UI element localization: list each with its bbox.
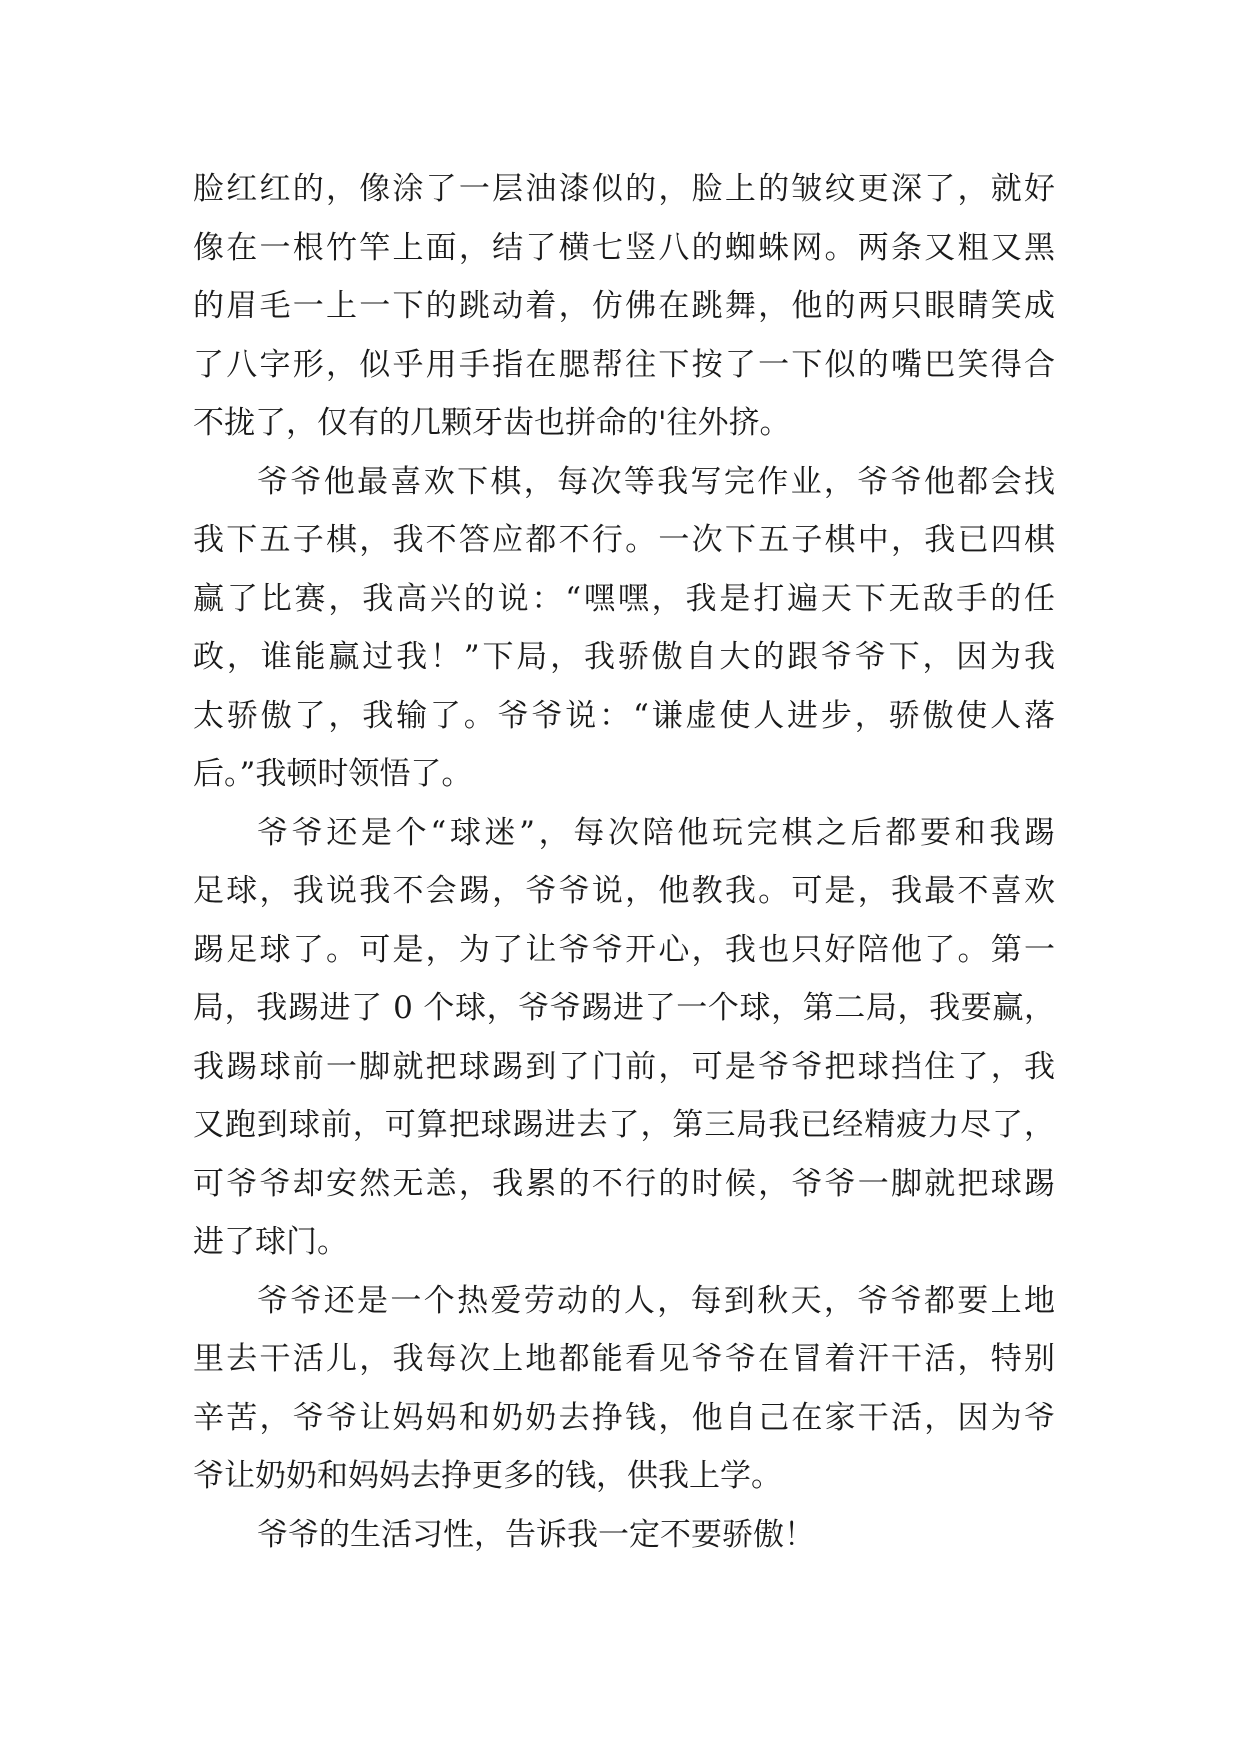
- text-line: 赢了比赛，我高兴的说：“嘿嘿，我是打遍天下无敌手的任: [193, 580, 1055, 617]
- text-line: 政，谁能赢过我！”下局，我骄傲自大的跟爷爷下，因为我: [193, 639, 1055, 675]
- text-line: 像在一根竹竿上面，结了横七竖八的蜘蛛网。两条又粗又黑: [193, 229, 1055, 266]
- text-line: 进了球门。: [193, 1224, 348, 1260]
- text-line: 后。”我顿时领悟了。: [193, 756, 473, 792]
- text-line: 不拢了，仅有的几颗牙齿也拼命的'往外挤。: [193, 405, 791, 441]
- text-line: 辛苦，爷爷让妈妈和奶奶去挣钱，他自己在家干活，因为爷: [193, 1399, 1055, 1436]
- text-line: 又跑到球前，可算把球踢进去了，第三局我已经精疲力尽了，: [193, 1107, 1055, 1143]
- document-body: [193, 160, 1055, 1564]
- text-line: 爷爷的生活习性，告诉我一定不要骄傲！: [257, 1516, 815, 1553]
- text-line: 足球，我说我不会踢，爷爷说，他教我。可是，我最不喜欢: [193, 873, 1055, 909]
- text-line: 我踢球前一脚就把球踢到了门前，可是爷爷把球挡住了，我: [193, 1048, 1055, 1085]
- text-line: 踢足球了。可是，为了让爷爷开心，我也只好陪他了。第一: [193, 931, 1055, 968]
- text-line: 里去干活儿，我每次上地都能看见爷爷在冒着汗干活，特别: [193, 1341, 1055, 1377]
- text-line: 脸红红的，像涂了一层油漆似的，脸上的皱纹更深了，就好: [193, 171, 1055, 207]
- text-line: 的眉毛一上一下的跳动着，仿佛在跳舞，他的两只眼睛笑成: [193, 288, 1055, 324]
- text-line: 我下五子棋，我不答应都不行。一次下五子棋中，我已四棋: [193, 522, 1055, 558]
- text-line: 可爷爷却安然无恙，我累的不行的时候，爷爷一脚就把球踢: [193, 1165, 1055, 1202]
- text-line: 爷让奶奶和妈妈去挣更多的钱，供我上学。: [193, 1458, 782, 1494]
- text-line: 爷爷还是个“球迷”，每次陪他玩完棋之后都要和我踢: [257, 814, 1055, 851]
- text-line: 了八字形，似乎用手指在腮帮往下按了一下似的嘴巴笑得合: [193, 346, 1055, 383]
- text-line: 爷爷他最喜欢下棋，每次等我写完作业，爷爷他都会找: [257, 463, 1055, 500]
- text-line: 太骄傲了，我输了。爷爷说：“谦虚使人进步，骄傲使人落: [193, 697, 1055, 734]
- text-line: 局，我踢进了 0 个球，爷爷踢进了一个球，第二局，我要赢，: [193, 990, 1055, 1026]
- text-line: 爷爷还是一个热爱劳动的人，每到秋天，爷爷都要上地: [257, 1282, 1055, 1319]
